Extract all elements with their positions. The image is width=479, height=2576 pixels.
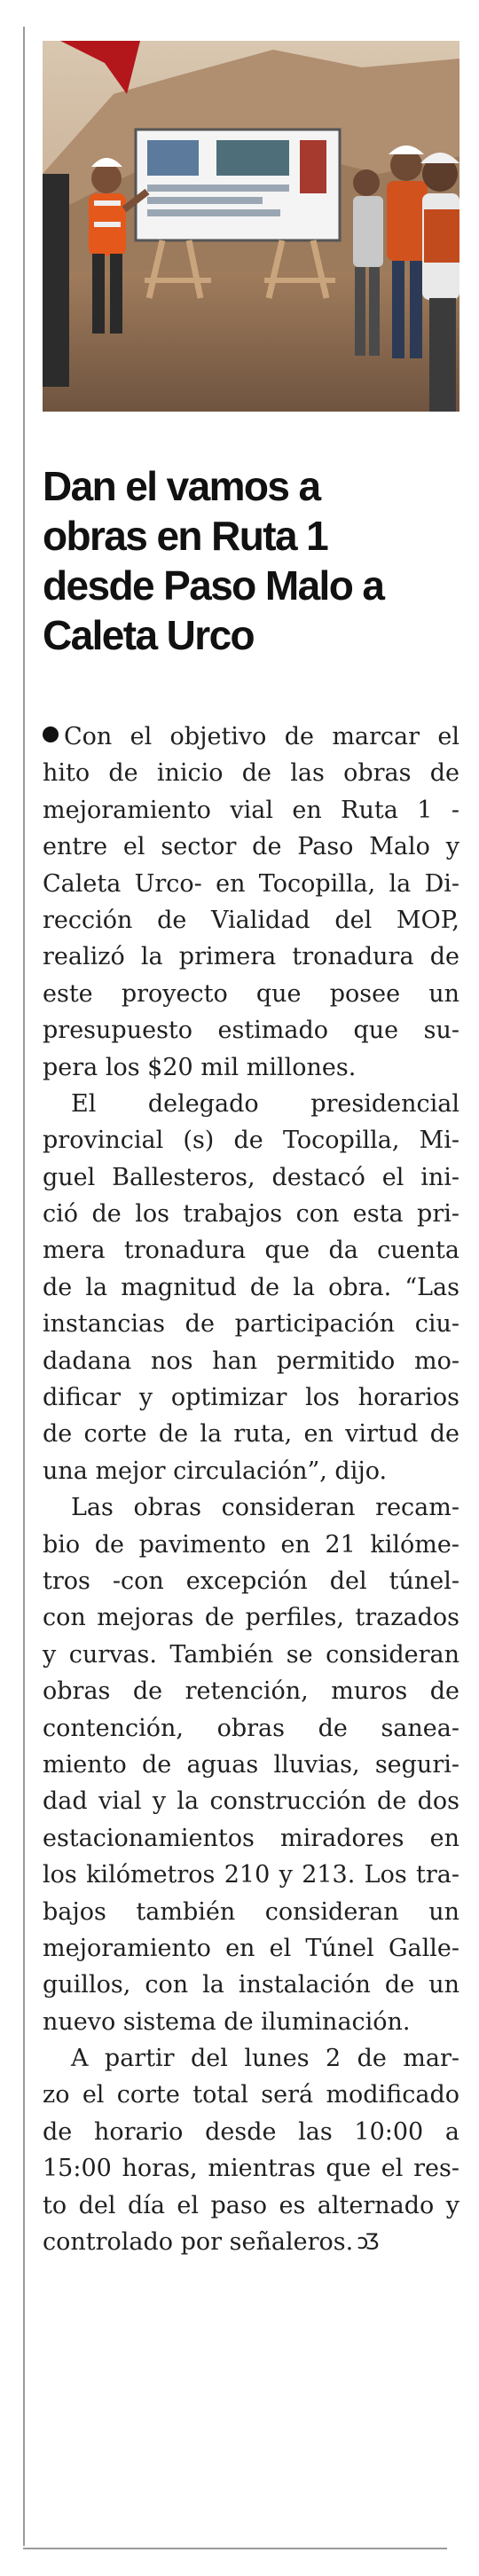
headline-line: Dan el vamos a (43, 463, 320, 509)
article-line: obras de retención, muros de (43, 1677, 459, 1706)
article-line: instancias de participación ciu- (43, 1310, 459, 1339)
article-line: guel Ballesteros, destacó el ini- (43, 1163, 459, 1191)
article-line: con mejoras de perfiles, trazados (43, 1604, 459, 1632)
article-line: una mejor circulación”, dijo. (43, 1457, 388, 1485)
article-line: mejoramiento vial en Ruta 1 - (43, 796, 459, 824)
article-line: de la magnitud de la obra. “Las (43, 1273, 459, 1301)
article-line (43, 2224, 459, 2260)
article-line: de corte de la ruta, en virtud de (43, 1420, 459, 1449)
headline (43, 461, 459, 660)
headline-line: obras en Ruta 1 (43, 513, 328, 559)
article-line: los kilómetros 210 y 213. Los tra- (43, 1861, 459, 1889)
article-line (43, 719, 459, 755)
article-line: rección de Vialidad del MOP, (43, 906, 459, 934)
article-line: 15:00 horas, mientras que el res- (43, 2155, 459, 2183)
article-line-text: controlado por señaleros. (43, 2228, 354, 2257)
article-line: ció de los trabajos con esta pri- (43, 1200, 459, 1229)
article-line: El delegado presidencial (71, 1089, 459, 1118)
article-line: entre el sector de Paso Malo y (43, 833, 459, 861)
article-line: mera tronadura que da cuenta (43, 1237, 459, 1265)
article-line: de horario desde las 10:00 a (43, 2117, 459, 2146)
article-line: realizó la primera tronadura de (43, 943, 459, 971)
article-line: y curvas. También se consideran (43, 1640, 459, 1669)
article-line: dificar y optimizar los horarios (43, 1384, 459, 1412)
article-line: provincial (s) de Tocopilla, Mi- (43, 1127, 459, 1155)
article-line: estacionamientos miradores en (43, 1824, 459, 1852)
round-bullet-icon (43, 726, 59, 742)
headline-line: Caleta Urco (43, 612, 255, 658)
article-line: nuevo sistema de iluminación. (43, 2007, 411, 2036)
article-line: A partir del lunes 2 de mar- (71, 2045, 459, 2073)
column-divider (23, 27, 25, 2546)
bottom-divider (23, 2548, 447, 2549)
article-line: pera los $20 mil millones. (43, 1053, 357, 1081)
article-line: este proyecto que posee un (43, 979, 459, 1008)
headline-line: desde Paso Malo a (43, 562, 384, 609)
article-line: bio de pavimento en 21 kilóme- (43, 1530, 459, 1559)
article-line: miento de aguas lluvias, seguri- (43, 1750, 459, 1779)
article-line-text: Con el objetivo de marcar el (64, 723, 459, 750)
article-line: hito de inicio de las obras de (43, 759, 459, 788)
article-line: bajos también consideran un (43, 1897, 459, 1926)
article-line: presupuesto estimado que su- (43, 1017, 459, 1045)
article-line: mejoramiento en el Túnel Galle- (43, 1934, 459, 1962)
photo-workers-presentation (43, 41, 459, 412)
article-line: zo el corte total será modificado (43, 2081, 459, 2109)
article-line: dad vial y la construcción de dos (43, 1787, 459, 1816)
article-line: guillos, con la instalación de un (43, 1971, 459, 1999)
article-photo (43, 41, 459, 412)
article-line: to del día el paso es alternado y (43, 2191, 459, 2219)
article-line: contención, obras de sanea- (43, 1714, 459, 1742)
article-line: Las obras consideran recam- (71, 1494, 459, 1522)
article-body (43, 719, 459, 2260)
end-of-article-icon: ↄƷ (357, 2229, 376, 2255)
article-line: tros -con excepción del túnel- (43, 1567, 459, 1595)
article-line: dadana nos han permitido mo- (43, 1347, 459, 1375)
article-line: Caleta Urco- en Tocopilla, la Di- (43, 869, 459, 898)
